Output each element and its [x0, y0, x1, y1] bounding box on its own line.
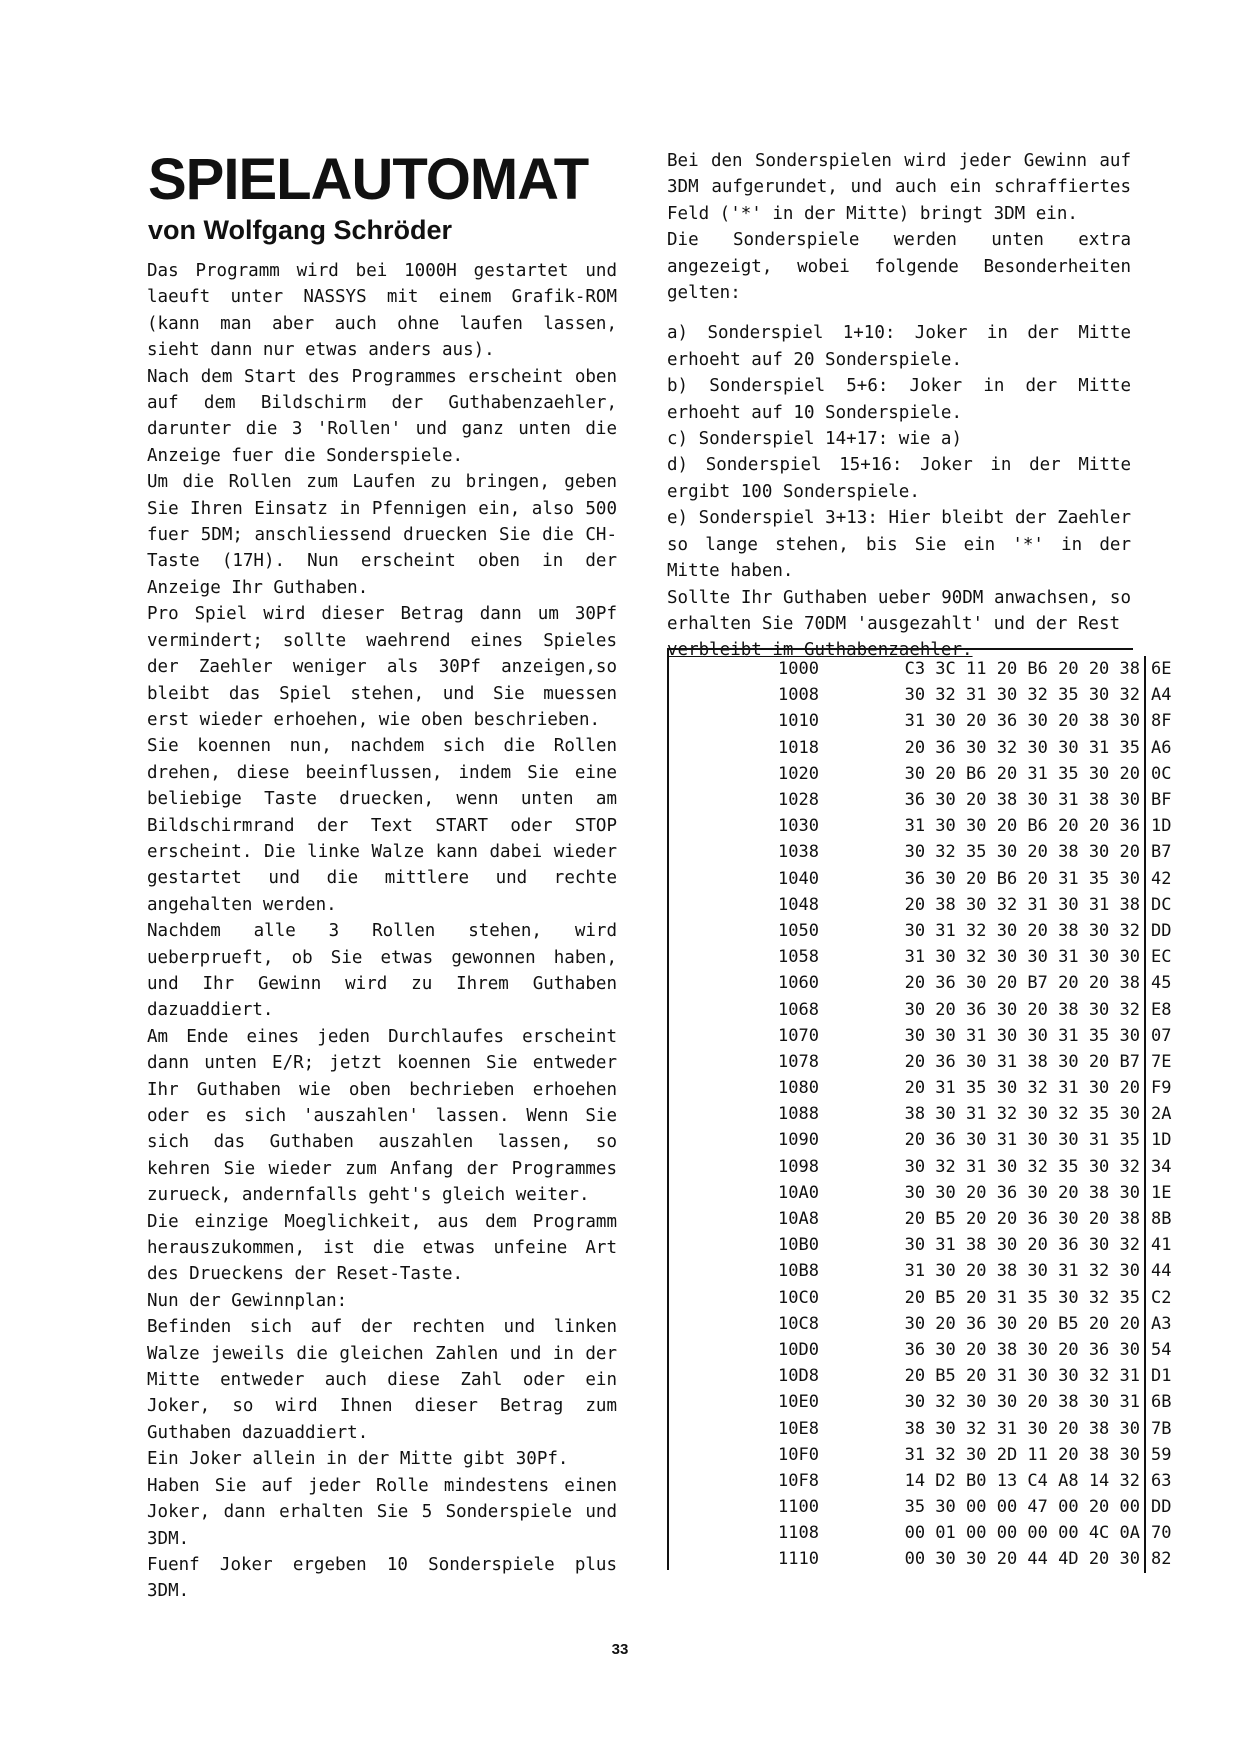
- special-rule: a) Sonderspiel 1+10: Joker in der Mitte erhoeht auf 20 Sonderspiele.: [667, 323, 1131, 370]
- hex-bytes: 30 32 31 30 32 35 30 32: [838, 1154, 1145, 1180]
- hex-row: [778, 1546, 1187, 1572]
- hex-address: 1008: [778, 685, 819, 706]
- hex-bytes: 20 36 30 32 30 30 31 35: [838, 735, 1145, 761]
- paragraph: Die einzige Moeglichkeit, aus dem Programm herauszukommen, ist die etwas unfeine Art des Drueckens der Reset-Taste.: [147, 1211, 617, 1285]
- hex-address: 1110: [778, 1549, 819, 1570]
- hex-checksum: 0C: [1151, 763, 1172, 784]
- right-column: [667, 148, 1131, 664]
- hex-checksum: 42: [1151, 868, 1172, 889]
- special-rule: b) Sonderspiel 5+6: Joker in der Mitte erhoeht auf 10 Sonderspiele.: [667, 376, 1131, 423]
- left-column: [147, 258, 617, 1605]
- hex-bytes: 31 30 20 36 30 20 38 30: [838, 708, 1145, 734]
- hex-checksum: 8F: [1151, 711, 1172, 732]
- hex-checksum: DC: [1151, 894, 1172, 915]
- hex-address: 1010: [778, 711, 819, 732]
- hex-checksum: DD: [1151, 920, 1172, 941]
- hex-listing-body: [778, 656, 1187, 1573]
- hex-row: [778, 1206, 1187, 1232]
- hex-bytes: 30 31 32 30 20 38 30 32: [838, 918, 1145, 944]
- hex-address: 10C0: [778, 1287, 819, 1308]
- hex-bytes: 31 32 30 2D 11 20 38 30: [838, 1442, 1145, 1468]
- hex-checksum: 34: [1151, 1156, 1172, 1177]
- hex-checksum: 70: [1151, 1523, 1172, 1544]
- hex-checksum: 6E: [1151, 659, 1172, 680]
- hex-row: [778, 1127, 1187, 1153]
- hex-address: 1100: [778, 1497, 819, 1518]
- paragraph: Um die Rollen zum Laufen zu bringen, geben Sie Ihren Einsatz in Pfennigen ein, also 500 fuer 5DM; anschliessend druecken Sie die CH-Taste (17H). Nun erscheint oben in der Anzeige Ihr Guthaben.: [147, 472, 617, 598]
- hex-address: 10E8: [778, 1418, 819, 1439]
- hex-address: 1108: [778, 1523, 819, 1544]
- hex-checksum: 1D: [1151, 816, 1172, 837]
- hex-row: [778, 1337, 1187, 1363]
- hex-row: [778, 1154, 1187, 1180]
- hex-checksum: 41: [1151, 1235, 1172, 1256]
- hex-address: 1038: [778, 842, 819, 863]
- hex-address: 10D8: [778, 1366, 819, 1387]
- hex-address: 1020: [778, 763, 819, 784]
- hex-address: 10F0: [778, 1444, 819, 1465]
- hex-checksum: A4: [1151, 685, 1172, 706]
- hex-checksum: 44: [1151, 1261, 1172, 1282]
- hex-row: [778, 708, 1187, 734]
- hex-row: [778, 996, 1187, 1022]
- hex-bytes: 20 B5 20 20 36 30 20 38: [838, 1206, 1145, 1232]
- hex-row: [778, 787, 1187, 813]
- hex-bytes: 20 B5 20 31 30 30 32 31: [838, 1363, 1145, 1389]
- hex-bytes: 31 30 32 30 30 31 30 30: [838, 944, 1145, 970]
- hex-bytes: 30 32 35 30 20 38 30 20: [838, 839, 1145, 865]
- paragraph: Pro Spiel wird dieser Betrag dann um 30Pf vermindert; sollte waehrend eines Spieles der Zaehler weniger als 30Pf anzeigen,so bleibt das Spiel stehen, und Sie muessen erst wieder erhoehen, wie oben beschrieben.: [147, 604, 617, 730]
- hex-bytes: 14 D2 B0 13 C4 A8 14 32: [838, 1468, 1145, 1494]
- hex-address: 1030: [778, 816, 819, 837]
- hex-checksum: 6B: [1151, 1392, 1172, 1413]
- paragraph: Nun der Gewinnplan:: [147, 1290, 348, 1311]
- hex-checksum: 63: [1151, 1470, 1172, 1491]
- hex-address: 1050: [778, 920, 819, 941]
- hex-bytes: 20 38 30 32 31 30 31 38: [838, 892, 1145, 918]
- hex-row: [778, 944, 1187, 970]
- hex-row: [778, 1442, 1187, 1468]
- hex-address: 1018: [778, 737, 819, 758]
- hex-address: 1098: [778, 1156, 819, 1177]
- paragraph: Nach dem Start des Programmes erscheint oben auf dem Bildschirm der Guthabenzaehler, darunter die 3 'Rollen' und ganz unten die Anzeige fuer die Sonderspiele.: [147, 366, 617, 466]
- hex-checksum: 07: [1151, 1025, 1172, 1046]
- hex-bytes: 00 30 30 20 44 4D 20 30: [838, 1546, 1145, 1572]
- hex-address: 1068: [778, 999, 819, 1020]
- hex-row: [778, 1311, 1187, 1337]
- hex-row: [778, 1049, 1187, 1075]
- hex-address: 1080: [778, 1078, 819, 1099]
- hex-address: 10C8: [778, 1313, 819, 1334]
- hex-address: 10E0: [778, 1392, 819, 1413]
- hex-row: [778, 839, 1187, 865]
- hex-bytes: 30 32 31 30 32 35 30 32: [838, 682, 1145, 708]
- hex-row: [778, 1075, 1187, 1101]
- hex-checksum: EC: [1151, 947, 1172, 968]
- hex-row: [778, 866, 1187, 892]
- hex-checksum: 54: [1151, 1339, 1172, 1360]
- hex-bytes: 30 30 20 36 30 20 38 30: [838, 1180, 1145, 1206]
- hex-address: 1088: [778, 1104, 819, 1125]
- paragraph: Sie koennen nun, nachdem sich die Rollen drehen, diese beeinflussen, indem Sie eine beliebige Taste druecken, wenn unten am Bildschirmrand der Text START oder STOP erscheint. Die linke Walze kann dabei wieder gestartet und die mittlere und rechte angehalten werden.: [147, 736, 617, 915]
- hex-address: 10A0: [778, 1182, 819, 1203]
- hex-bytes: C3 3C 11 20 B6 20 20 38: [838, 656, 1145, 682]
- hex-bytes: 31 30 20 38 30 31 32 30: [838, 1258, 1145, 1284]
- hex-bytes: 31 30 30 20 B6 20 20 36: [838, 813, 1145, 839]
- hex-checksum: 45: [1151, 973, 1172, 994]
- paragraph: Nachdem alle 3 Rollen stehen, wird ueberprueft, ob Sie etwas gewonnen haben, und Ihr Gewinn wird zu Ihrem Guthaben dazuaddiert.: [147, 921, 617, 1021]
- hex-row: [778, 735, 1187, 761]
- hex-checksum: E8: [1151, 999, 1172, 1020]
- hex-address: 10B8: [778, 1261, 819, 1282]
- paragraph-last-line: verbleibt im Guthabenzaehler.: [667, 640, 973, 661]
- special-rule: c) Sonderspiel 14+17: wie a): [667, 429, 963, 450]
- hex-row: [778, 1258, 1187, 1284]
- hex-bytes: 30 20 B6 20 31 35 30 20: [838, 761, 1145, 787]
- hex-address: 1000: [778, 659, 819, 680]
- hex-address: 1028: [778, 790, 819, 811]
- hex-checksum: D1: [1151, 1366, 1172, 1387]
- hex-bytes: 20 36 30 31 38 30 20 B7: [838, 1049, 1145, 1075]
- article-title: SPIELAUTOMAT: [148, 147, 589, 212]
- hex-address: 10F8: [778, 1470, 819, 1491]
- hex-checksum: F9: [1151, 1078, 1172, 1099]
- hex-row: [778, 1023, 1187, 1049]
- hex-bytes: 36 30 20 38 30 31 38 30: [838, 787, 1145, 813]
- hex-bytes: 38 30 32 31 30 20 38 30: [838, 1415, 1145, 1441]
- hex-bytes: 30 20 36 30 20 38 30 32: [838, 996, 1145, 1022]
- hex-bytes: 20 31 35 30 32 31 30 20: [838, 1075, 1145, 1101]
- hex-bytes: 20 36 30 20 B7 20 20 38: [838, 970, 1145, 996]
- paragraph: Fuenf Joker ergeben 10 Sonderspiele plus 3DM.: [147, 1554, 617, 1602]
- hex-address: 10D0: [778, 1339, 819, 1360]
- paragraph: Das Programm wird bei 1000H gestartet und laeuft unter NASSYS mit einem Grafik-ROM (kann man aber auch ohne laufen lassen, sieht dann nur etwas anders aus).: [147, 261, 617, 361]
- paragraph: Die Sonderspiele werden unten extra angezeigt, wobei folgende Besonderheiten gelten:: [667, 230, 1131, 304]
- hex-bytes: 00 01 00 00 00 00 4C 0A: [838, 1520, 1145, 1546]
- special-rule: d) Sonderspiel 15+16: Joker in der Mitte ergibt 100 Sonderspiele.: [667, 455, 1131, 502]
- hex-row: [778, 1285, 1187, 1311]
- hex-bytes: 35 30 00 00 47 00 20 00: [838, 1494, 1145, 1520]
- paragraph: Am Ende eines jeden Durchlaufes erscheint dann unten E/R; jetzt koennen Sie entweder Ihr Guthaben wie oben bechrieben erhoehen oder es sich 'auszahlen' lassen. Wenn Sie sich das Guthaben auszahlen lassen, so kehren Sie wieder zum Anfang der Programmes zurueck, andernfalls geht's gleich weiter.: [147, 1026, 617, 1206]
- paragraph: Sollte Ihr Guthaben ueber 90DM anwachsen, so erhalten Sie 70DM 'ausgezahlt' und der Rest: [667, 587, 1131, 634]
- hex-row: [778, 970, 1187, 996]
- hex-bytes: 30 31 38 30 20 36 30 32: [838, 1232, 1145, 1258]
- hex-bytes: 36 30 20 38 30 20 36 30: [838, 1337, 1145, 1363]
- hex-row: [778, 761, 1187, 787]
- hex-address: 1070: [778, 1025, 819, 1046]
- hex-row: [778, 682, 1187, 708]
- hex-checksum: DD: [1151, 1497, 1172, 1518]
- hex-row: [778, 1494, 1187, 1520]
- hex-address: 10B0: [778, 1235, 819, 1256]
- hex-checksum: 59: [1151, 1444, 1172, 1465]
- hex-checksum: A6: [1151, 737, 1172, 758]
- hex-address: 1040: [778, 868, 819, 889]
- hex-row: [778, 892, 1187, 918]
- spacer: [667, 306, 1131, 320]
- paragraph: Ein Joker allein in der Mitte gibt 30Pf.: [147, 1449, 569, 1470]
- hex-address: 1060: [778, 973, 819, 994]
- hex-checksum: 7B: [1151, 1418, 1172, 1439]
- hex-row: [778, 1520, 1187, 1546]
- hex-row: [778, 656, 1187, 682]
- hex-bytes: 38 30 31 32 30 32 35 30: [838, 1101, 1145, 1127]
- hex-checksum: B7: [1151, 842, 1172, 863]
- hex-row: [778, 918, 1187, 944]
- special-rule: e) Sonderspiel 3+13: Hier bleibt der Zaehler so lange stehen, bis Sie ein '*' in der Mitte haben.: [667, 508, 1131, 582]
- hex-bytes: 36 30 20 B6 20 31 35 30: [838, 866, 1145, 892]
- hex-row: [778, 1232, 1187, 1258]
- hex-checksum: 8B: [1151, 1209, 1172, 1230]
- hex-address: 1090: [778, 1130, 819, 1151]
- hex-bytes: 20 B5 20 31 35 30 32 35: [838, 1285, 1145, 1311]
- hex-checksum: 82: [1151, 1549, 1172, 1570]
- paragraph: Bei den Sonderspielen wird jeder Gewinn auf 3DM aufgerundet, und auch ein schraffiertes Feld ('*' in der Mitte) bringt 3DM ein.: [667, 151, 1131, 224]
- hex-checksum: 1E: [1151, 1182, 1172, 1203]
- hex-bytes: 30 32 30 30 20 38 30 31: [838, 1389, 1145, 1415]
- hex-checksum: 2A: [1151, 1104, 1172, 1125]
- hex-listing: [778, 656, 1187, 1573]
- hex-address: 10A8: [778, 1209, 819, 1230]
- hex-checksum: BF: [1151, 790, 1172, 811]
- hex-row: [778, 1101, 1187, 1127]
- paragraph: Befinden sich auf der rechten und linken Walze jeweils die gleichen Zahlen und in der Mitte entweder auch diese Zahl oder ein Joker, so wird Ihnen dieser Betrag zum Guthaben dazuaddiert.: [147, 1317, 617, 1443]
- paragraph: Haben Sie auf jeder Rolle mindestens einen Joker, dann erhalten Sie 5 Sonderspiele und 3DM.: [147, 1475, 617, 1549]
- hex-address: 1078: [778, 1051, 819, 1072]
- hex-row: [778, 1389, 1187, 1415]
- hex-row: [778, 1180, 1187, 1206]
- hex-address: 1058: [778, 947, 819, 968]
- hex-checksum: 7E: [1151, 1051, 1172, 1072]
- page-number: 33: [611, 1641, 629, 1658]
- hex-row: [778, 813, 1187, 839]
- hex-checksum: 1D: [1151, 1130, 1172, 1151]
- hex-checksum: A3: [1151, 1313, 1172, 1334]
- hex-bytes: 30 30 31 30 30 31 35 30: [838, 1023, 1145, 1049]
- hex-row: [778, 1415, 1187, 1441]
- hex-row: [778, 1363, 1187, 1389]
- hex-bytes: 30 20 36 30 20 B5 20 20: [838, 1311, 1145, 1337]
- article-author: von Wolfgang Schröder: [148, 215, 453, 245]
- hex-address: 1048: [778, 894, 819, 915]
- hex-checksum: C2: [1151, 1287, 1172, 1308]
- hex-bytes: 20 36 30 31 30 30 31 35: [838, 1127, 1145, 1153]
- hex-row: [778, 1468, 1187, 1494]
